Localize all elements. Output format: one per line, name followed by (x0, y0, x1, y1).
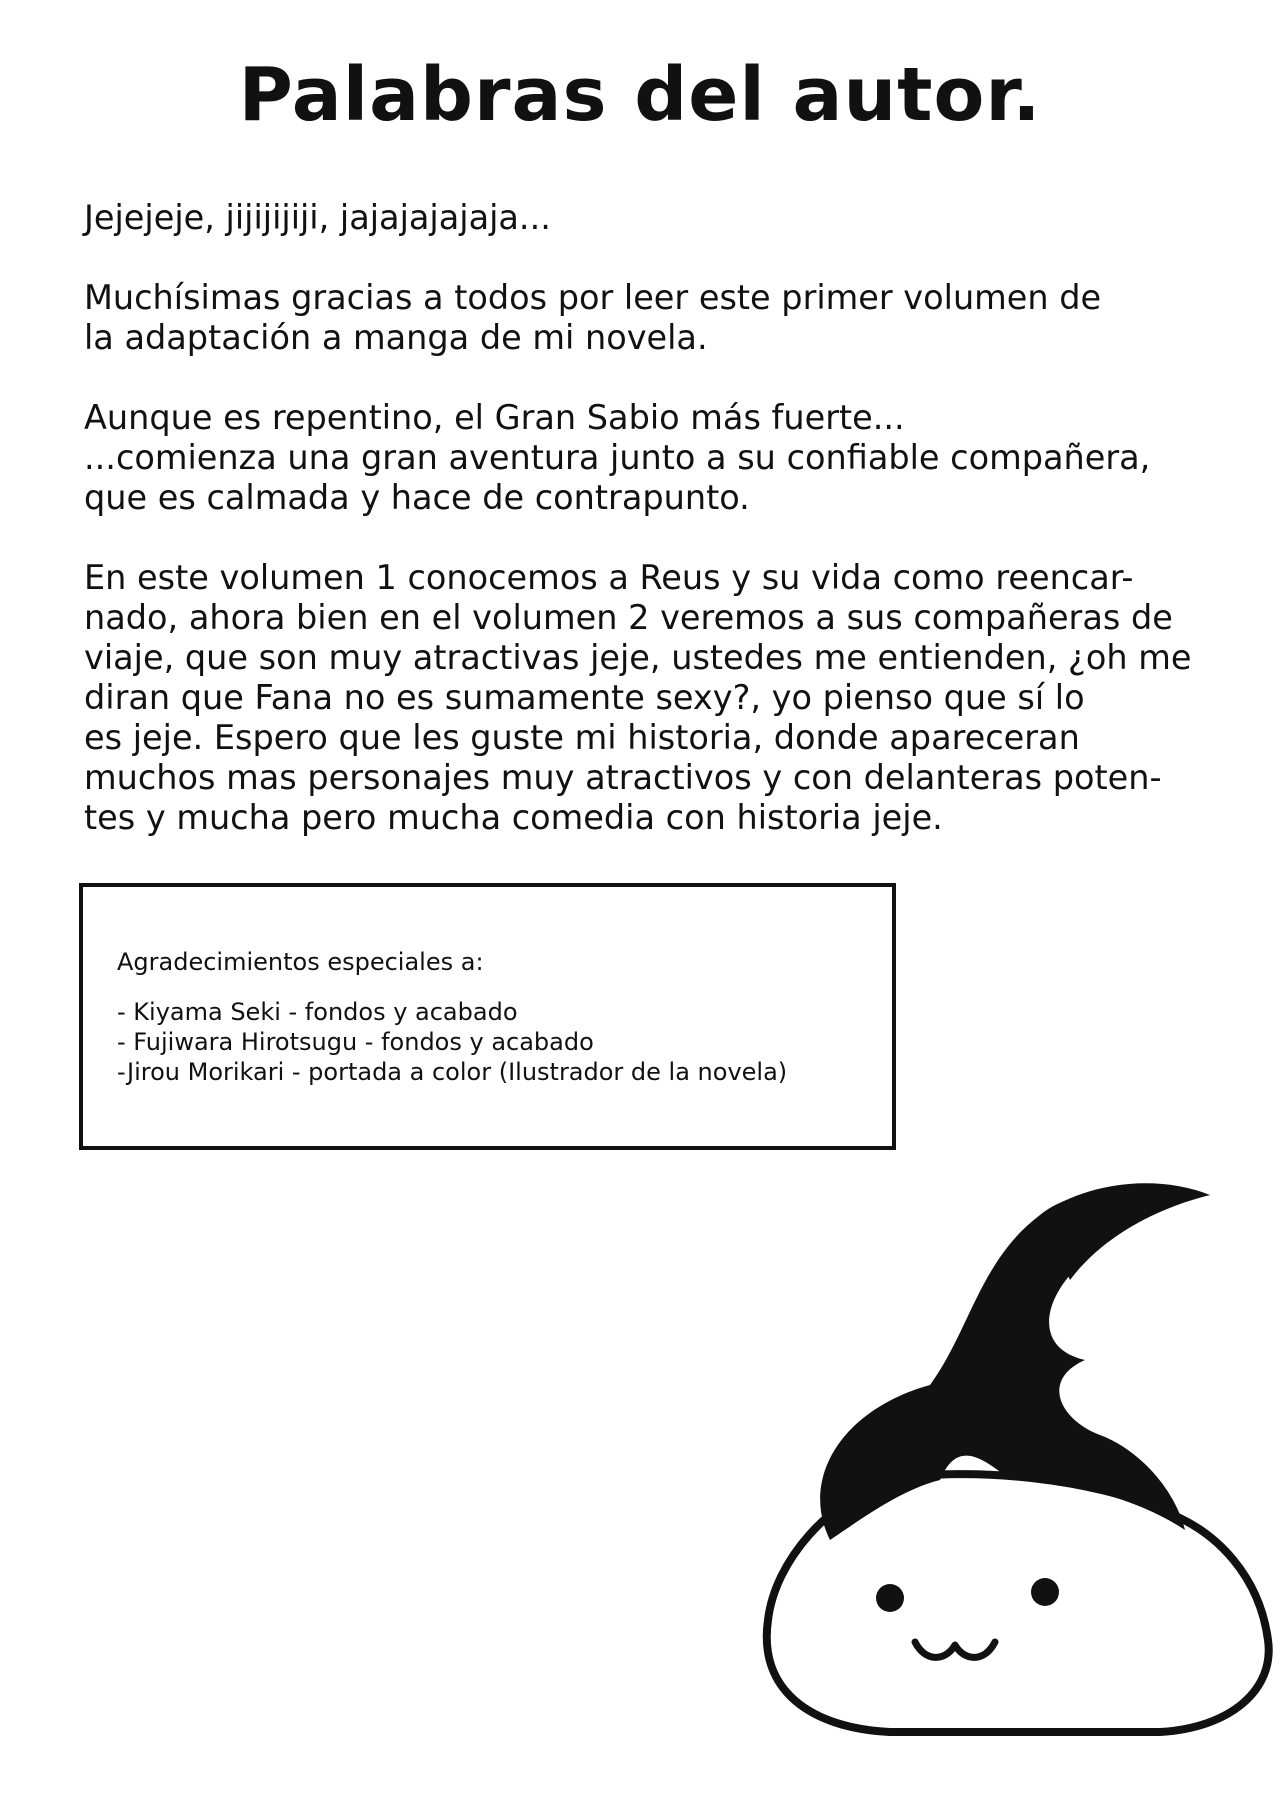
text-line: la adaptación a manga de mi novela. (84, 318, 708, 357)
thanks-item: - Fujiwara Hirotsugu - fondos y acabado (117, 1028, 594, 1056)
paragraph-story-premise (84, 398, 1214, 518)
text-line: Muchísimas gracias a todos por leer este primer volumen de (84, 278, 1102, 317)
mascot-face-illustration (740, 1180, 1280, 1740)
text-line: tes y mucha pero mucha comedia con historia jeje. (84, 798, 943, 837)
text-line: Jejejeje, jijijijiji, jajajajajaja... (84, 198, 551, 237)
text-line: ...comienza una gran aventura junto a su confiable compañera, (84, 438, 1151, 477)
thanks-item: -Jirou Morikari - portada a color (Ilustrador de la novela) (117, 1058, 788, 1086)
paragraph-volume-preview (84, 558, 1214, 838)
paragraph-intro (84, 198, 1214, 238)
mascot-hair-curl (1040, 1189, 1210, 1280)
text-line: nado, ahora bien en el volumen 2 veremos a sus compañeras de (84, 598, 1173, 637)
thanks-item: - Kiyama Seki - fondos y acabado (117, 998, 518, 1026)
mascot-left-eye (876, 1584, 904, 1612)
paragraph-thanks-readers (84, 278, 1214, 358)
page-title: Palabras del autor. (238, 52, 1042, 138)
text-line: diran que Fana no es sumamente sexy?, yo pienso que sí lo (84, 678, 1085, 717)
special-thanks-heading: Agradecimientos especiales a: (117, 948, 484, 976)
text-line: muchos mas personajes muy atractivos y con delanteras poten- (84, 758, 1162, 797)
author-note-body (84, 198, 1214, 878)
special-thanks-list (117, 997, 787, 1087)
text-line: es jeje. Espero que les guste mi historia, donde apareceran (84, 718, 1080, 757)
text-line: En este volumen 1 conocemos a Reus y su vida como reencar- (84, 558, 1134, 597)
mascot-right-eye (1031, 1578, 1059, 1606)
special-thanks-box (79, 883, 896, 1150)
text-line: viaje, que son muy atractivas jeje, ustedes me entienden, ¿oh me (84, 638, 1192, 677)
text-line: que es calmada y hace de contrapunto. (84, 478, 750, 517)
text-line: Aunque es repentino, el Gran Sabio más fuerte... (84, 398, 905, 437)
